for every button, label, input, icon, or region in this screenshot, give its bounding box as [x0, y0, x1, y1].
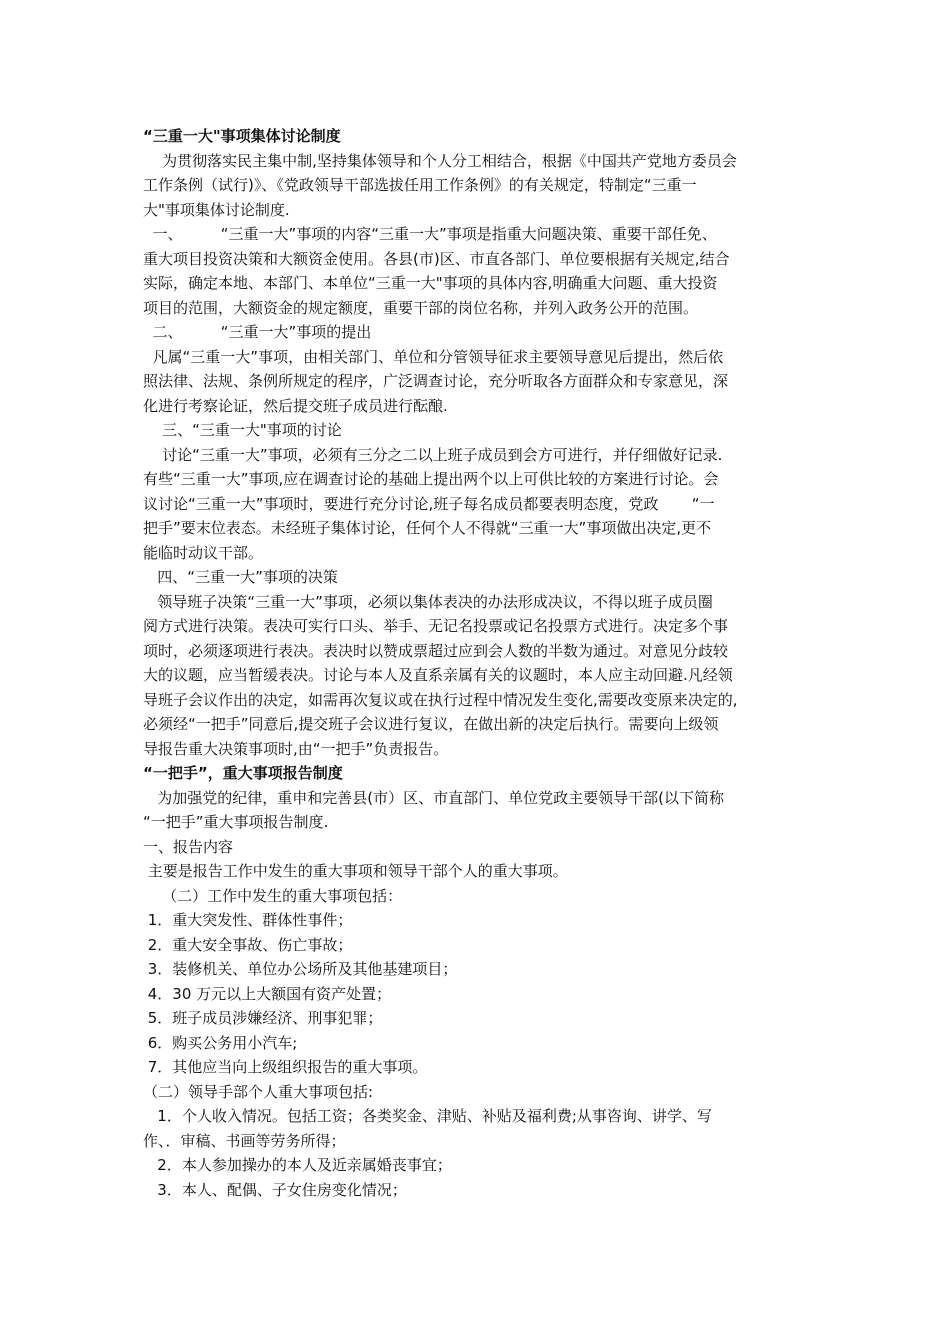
text-line: 议讨论“三重一大”事项时，要进行充分讨论,班子每名成员都要表明态度，党政 “一 — [143, 494, 715, 513]
text-line: 7．其他应当向上级组织报告的重大事项。 — [143, 1058, 428, 1076]
text-line: 3．本人、配偶、子女住房变化情况； — [143, 1180, 407, 1199]
text-line: 5．班子成员涉嫌经济、刑事犯罪； — [143, 1009, 383, 1027]
text-line: 导报告重大决策事项时,由“一把手”负责报告。 — [143, 739, 449, 758]
text-line: 二、 “三重一大”事项的提出 — [143, 323, 372, 341]
text-line: 1．重大突发性、群体性事件； — [143, 911, 353, 929]
text-line: 6．购买公务用小汽车; — [143, 1033, 298, 1052]
text-line: 讨论“三重一大”事项，必须有三分之二以上班子成员到会方可进行，并仔细做好记录. — [143, 445, 723, 464]
text-line: 主要是报告工作中发生的重大事项和领导干部个人的重大事项。 — [143, 862, 568, 880]
text-line: 领导班子决策“三重一大”事项，必须以集体表决的办法形成决议，不得以班子成员圈 — [143, 592, 713, 611]
text-line: 项时，必须逐项进行表决。表决时以赞成票超过应到会人数的半数为通过。对意见分歧较 — [143, 641, 729, 660]
text-line: 凡属“三重一大”事项，由相关部门、单位和分管领导征求主要领导意见后提出，然后依 — [143, 347, 724, 366]
text-line: 大的议题，应当暂缓表决。讨论与本人及直系亲属有关的议题时，本人应主动回避.凡经领 — [143, 666, 733, 684]
text-line: （二）工作中发生的重大事项包括： — [143, 886, 403, 905]
text-line: 大"事项集体讨论制度. — [143, 200, 290, 219]
document-page — [143, 124, 811, 1202]
text-line: 1．个人收入情况。包括工资；各类奖金、津贴、补贴及福利费;从事咨询、讲学、写 — [143, 1107, 712, 1125]
text-line: 工作条例（试行)》、《党政领导干部选拔任用工作条例》的有关规定，特制定“三重一 — [143, 176, 697, 194]
text-line: 为加强党的纪律，重申和完善县(市）区、市直部门、单位党政主要领导干部(以下简称 — [143, 788, 725, 807]
text-line: 项目的范围，大额资金的规定额度，重要干部的岗位名称，并列入政务公开的范围。 — [143, 298, 699, 317]
text-line: 化进行考察论证，然后提交班子成员进行酝酿. — [143, 396, 448, 415]
text-line: 把手”要末位表态。未经班子集体讨论，任何个人不得就“三重一大”事项做出决定,更不 — [143, 519, 712, 537]
text-line: 三、“三重一大"事项的讨论 — [143, 421, 342, 439]
section-heading: “三重一大"事项集体讨论制度 — [143, 127, 341, 145]
text-line: 一、报告内容 — [143, 837, 234, 856]
text-line: 一、 “三重一大”事项的内容“三重一大”事项是指重大问题决策、重要干部任免、 — [143, 225, 717, 243]
text-line: 有些“三重一大”事项,应在调查讨论的基础上提出两个以上可供比较的方案进行讨论。会 — [143, 470, 719, 488]
text-line: 4．30 万元以上大额国有资产处置； — [143, 984, 392, 1003]
text-line: （二）领导手部个人重大事项包括: — [143, 1082, 374, 1101]
text-line: 阅方式进行决策。表决可实行口头、举手、无记名投票或记名投票方式进行。决定多个事 — [143, 617, 729, 635]
text-line: 能临时动议干部。 — [143, 543, 264, 562]
text-line: 必须经“一把手”同意后,提交班子会议进行复议，在做出新的决定后执行。需要向上级领 — [143, 715, 719, 733]
text-line: 2．重大安全事故、伤亡事故； — [143, 935, 353, 954]
text-line: 照法律、法规、条例所规定的程序，广泛调查讨论，充分听取各方面群众和专家意见，深 — [143, 372, 729, 390]
text-line: 四、“三重一大”事项的决策 — [143, 568, 338, 586]
text-line: 导班子会议作出的决定，如需再次复议或在执行过程中情况发生变化,需要改变原来决定的, — [143, 690, 738, 709]
text-line: 作、．审稿、书画等劳务所得； — [143, 1131, 346, 1150]
text-line: 3．装修机关、单位办公场所及其他基建项目； — [143, 960, 458, 978]
text-line: 为贯彻落实民主集中制,坚持集体领导和个人分工相结合，根据《中国共产党地方委员会 — [143, 151, 737, 170]
text-line: 实际，确定本地、本部门、本单位“三重一大"事项的具体内容,明确重大问题、重大投资 — [143, 274, 718, 292]
section-heading: “一把手”，重大事项报告制度 — [143, 764, 343, 782]
text-line: “一把手”重大事项报告制度. — [143, 813, 329, 831]
text-line: 2．本人参加操办的本人及近亲属婚丧事宜； — [143, 1156, 452, 1174]
text-line: 重大项目投资决策和大额资金使用。各县(市)区、市直各部门、单位要根据有关规定,结合 — [143, 249, 730, 268]
